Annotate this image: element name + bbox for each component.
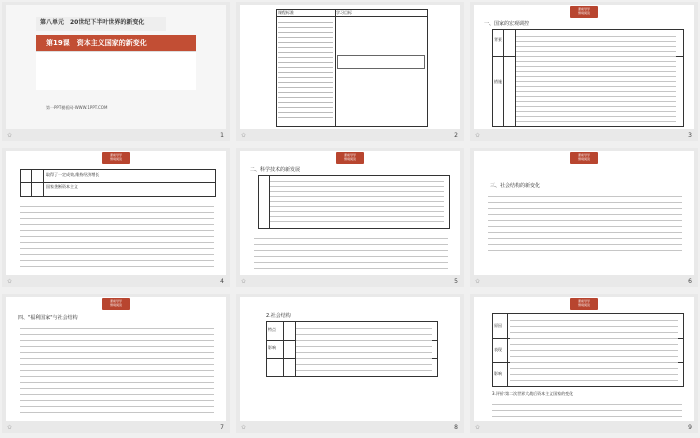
star-icon[interactable]: ✩ [241,424,247,431]
slide-thumbnail-8[interactable] [236,294,464,433]
star-icon[interactable]: ✩ [475,132,481,139]
row-label-2: 表现 [494,347,502,352]
slide-canvas [474,151,694,275]
row-text-1: 取得了一定成效,维持经济增长 [46,172,100,177]
star-icon[interactable]: ✩ [475,424,481,431]
slide-thumbnail-4[interactable] [2,148,230,287]
star-icon[interactable]: ✩ [475,278,481,285]
row-label-1: 背景 [494,37,502,42]
slide-number: 3 [688,132,692,139]
slide-thumbnail-6[interactable] [470,148,698,287]
row-label-2: 措施 [494,79,502,84]
slide-canvas [240,297,460,421]
slide-number: 6 [688,278,692,285]
slide-thumbnail-1[interactable] [2,2,230,141]
slide-thumbnail-9[interactable] [470,294,698,433]
table-header-b: 学习目标 [336,10,352,15]
slide-heading: 2.社会结构 [266,313,291,319]
slide-number: 7 [220,424,224,431]
footer-text: 第一PPT模板网-WWW.1PPT.COM [46,105,108,110]
star-icon[interactable]: ✩ [7,424,13,431]
slide-canvas [474,5,694,129]
slide-heading: 一、国家的宏观调控 [484,21,530,27]
row-label-3: 影响 [494,371,502,376]
star-icon[interactable]: ✩ [7,278,13,285]
slide-badge: 课前导学 情境阅读 [336,152,364,164]
slide-number: 2 [454,132,458,139]
row-label-2: 影响 [268,345,276,350]
slide-canvas [474,297,694,421]
slide-number: 4 [220,278,224,285]
slide-number: 9 [688,424,692,431]
slide-badge: 课前导学 情境阅读 [102,298,130,310]
slide-badge: 课前导学 情境阅读 [570,6,598,18]
slide-number: 5 [454,278,458,285]
slide-canvas [6,297,226,421]
unit-title: 第八单元 20世纪下半叶世界的新变化 [40,19,145,26]
slide-canvas [6,5,226,129]
slide-thumbnail-3[interactable] [470,2,698,141]
table-header-a: 课程标准 [278,10,294,15]
row-text-2: 国家垄断资本主义 [46,184,78,189]
slide-heading: 四、"福利国家"与社会结构 [18,315,78,321]
slide-thumbnail-2[interactable] [236,2,464,141]
slide-number: 1 [220,132,224,139]
slide-canvas [240,151,460,275]
slide-badge: 课前导学 情境阅读 [570,298,598,310]
lesson-title: 第19课 资本主义国家的新变化 [46,39,147,47]
slide-canvas [240,5,460,129]
star-icon[interactable]: ✩ [241,278,247,285]
row-label-1: 特点 [268,327,276,332]
slide-heading: 三、社会结构的新变化 [490,183,541,189]
star-icon[interactable]: ✩ [241,132,247,139]
slide-number: 8 [454,424,458,431]
slide-heading: 二、科学技术的新发展 [250,167,301,173]
slide-badge: 课前导学 情境阅读 [570,152,598,164]
slide-text: 3.评价:第二次世界大战后资本主义国家的变化 [492,391,574,396]
slide-canvas [6,151,226,275]
slide-thumbnail-5[interactable] [236,148,464,287]
slide-thumbnail-7[interactable] [2,294,230,433]
star-icon[interactable]: ✩ [7,132,13,139]
slide-badge: 课前导学 情境阅读 [102,152,130,164]
row-label-1: 原因 [494,323,502,328]
